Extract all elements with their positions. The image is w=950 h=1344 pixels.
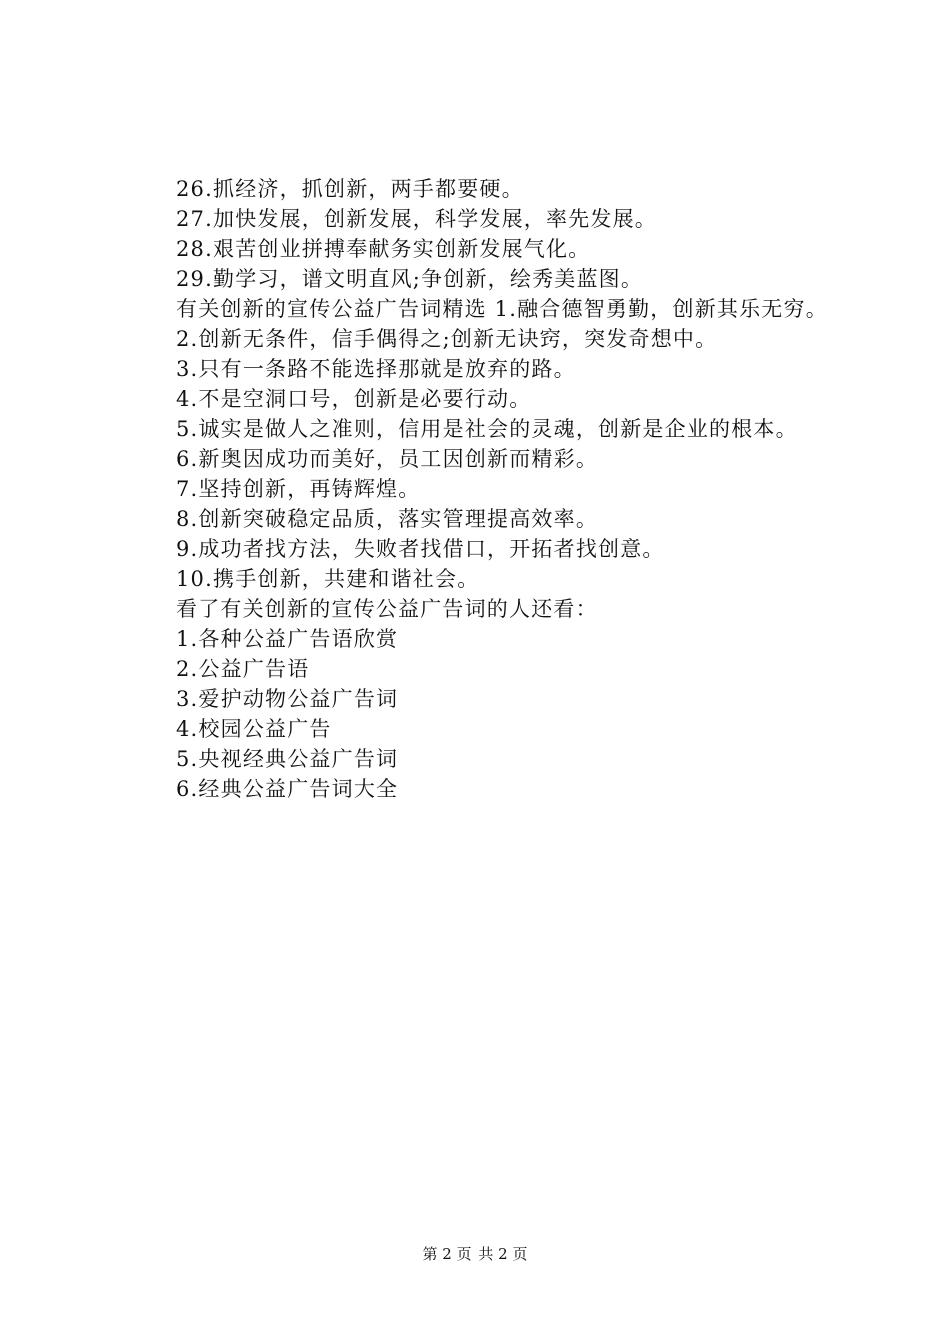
slogan-paragraph: 5.诚实是做人之准则，信用是社会的灵魂，创新是企业的根本。 (176, 417, 798, 441)
slogan-line: 8.创新突破稳定品质，落实管理提高效率。 (176, 507, 599, 531)
slogan-line: 10.携手创新，共建和谐社会。 (176, 567, 480, 591)
page-total: 共 2 页 (478, 1245, 528, 1263)
slogan-line: 4.不是空洞口号，创新是必要行动。 (176, 387, 532, 411)
slogan-line: 2.创新无条件，信手偶得之;创新无诀窍，突发奇想中。 (176, 327, 718, 351)
document-body (130, 174, 830, 804)
section-intro-paragraph: 有关创新的宣传公益广告词精选 1.融合德智勇勤，创新其乐无穷。 (176, 297, 828, 321)
related-link[interactable]: 6.经典公益广告词大全 (176, 777, 399, 801)
page-number: 第 2 页 (422, 1245, 472, 1263)
related-link[interactable]: 4.校园公益广告 (176, 717, 332, 741)
slogan-line: 3.只有一条路不能选择那就是放弃的路。 (176, 357, 576, 381)
related-link[interactable]: 3.爱护动物公益广告词 (176, 687, 399, 711)
slogan-line: 28.艰苦创业拼搏奉献务实创新发展气化。 (176, 237, 591, 261)
slogan-line: 29.勤学习，谱文明直风;争创新，绘秀美蓝图。 (176, 267, 644, 291)
related-link[interactable]: 5.央视经典公益广告词 (176, 747, 399, 771)
slogan-line: 7.坚持创新，再铸辉煌。 (176, 477, 421, 501)
slogan-line: 26.抓经济，抓创新，两手都要硬。 (176, 177, 524, 201)
slogan-line: 9.成功者找方法，失败者找借口，开拓者找创意。 (176, 537, 665, 561)
related-heading: 看了有关创新的宣传公益广告词的人还看： (176, 597, 598, 621)
slogan-line: 27.加快发展，创新发展，科学发展，率先发展。 (176, 207, 657, 231)
related-link[interactable]: 2.公益广告语 (176, 657, 310, 681)
slogan-line: 6.新奥因成功而美好，员工因创新而精彩。 (176, 447, 599, 471)
page-footer (0, 1244, 950, 1264)
related-link[interactable]: 1.各种公益广告语欣赏 (176, 627, 399, 651)
